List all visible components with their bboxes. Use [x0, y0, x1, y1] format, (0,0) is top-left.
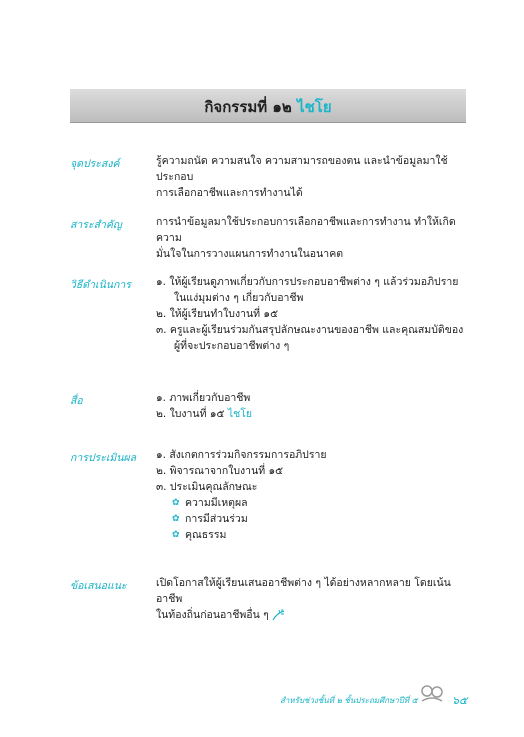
procedure-step-cont: ในแง่มุมต่าง ๆ เกี่ยวกับอาชีพ — [174, 292, 304, 304]
key-concept-line: การนำข้อมูลมาใช้ประกอบการเลือกอาชีพและการทำงาน ทำให้เกิดความ — [156, 216, 456, 244]
label-media: สื่อ — [70, 395, 83, 407]
procedure-step-cont: ผู้ที่จะประกอบอาชีพต่าง ๆ — [174, 340, 290, 352]
procedure-step: ๓. ครูและผู้เรียนร่วมกันสรุปลักษณะงานของอาชีพ และคุณสมบัติของ — [156, 324, 464, 336]
evaluation-bullet — [156, 511, 476, 527]
objectives-line: รู้ความถนัด ความสนใจ ความสามารถของตน และนำข้อมูลมาใช้ประกอบ — [156, 155, 448, 183]
activity-title — [70, 95, 466, 119]
content-key-concept — [156, 214, 476, 262]
evaluation-item: ๓. ประเมินคุณลักษณะ — [156, 481, 258, 493]
evaluation-bullet-text: คุณธรรม — [185, 529, 227, 541]
evaluation-bullet — [156, 527, 476, 543]
footer-figure-icon — [418, 683, 446, 703]
media-item-accent: ไชโย — [227, 408, 253, 420]
objectives-line: การเลือกอาชีพและการทำงานได้ — [156, 187, 303, 199]
procedure-step: ๒. ให้ผู้เรียนทำใบงานที่ ๑๕ — [156, 308, 279, 320]
evaluation-item: ๑. สังเกตการร่วมกิจกรรมการอภิปราย — [156, 449, 327, 461]
activity-title-main: กิจกรรมที่ ๑๒ — [204, 98, 292, 116]
media-item — [156, 406, 476, 422]
activity-title-accent: ไชโย — [297, 98, 332, 116]
media-item: ๑. ภาพเกี่ยวกับอาชีพ — [156, 392, 251, 404]
activity-title-bar — [70, 89, 466, 122]
evaluation-bullet-text: การมีส่วนร่วม — [185, 513, 248, 525]
flower-bullet-icon: ✿ — [172, 498, 180, 508]
flower-bullet-icon: ✿ — [172, 530, 180, 540]
media-item-text: ๒. ใบงานที่ ๑๕ — [156, 408, 225, 420]
label-key-concept: สาระสำคัญ — [70, 219, 122, 231]
page-number: ๖๕ — [452, 694, 468, 707]
sparkle-doodle-icon — [272, 609, 286, 621]
suggestions-line — [156, 607, 476, 623]
label-evaluation: การประเมินผล — [70, 452, 137, 464]
flower-bullet-icon: ✿ — [172, 514, 180, 524]
content-media — [156, 390, 476, 422]
content-suggestions — [156, 575, 476, 623]
procedure-step: ๑. ให้ผู้เรียนดูภาพเกี่ยวกับการประกอบอาชีพต่าง ๆ แล้วร่วมอภิปราย — [156, 276, 459, 288]
evaluation-bullet-text: ความมีเหตุผล — [185, 497, 248, 509]
suggestions-line: เปิดโอกาสให้ผู้เรียนเสนออาชีพต่าง ๆ ได้อย่างหลากหลาย โดยเน้นอาชีพ — [156, 577, 451, 605]
label-objectives: จุดประสงค์ — [70, 158, 120, 170]
label-suggestions: ข้อเสนอแนะ — [70, 580, 127, 592]
content-objectives — [156, 153, 476, 201]
suggestions-line-text: ในท้องถิ่นก่อนอาชีพอื่น ๆ — [156, 609, 269, 621]
evaluation-item: ๒. พิจารณาจากใบงานที่ ๑๕ — [156, 465, 284, 477]
footer-caption: สำหรับช่วงชั้นที่ ๒ ชั้นประถมศึกษาปีที่ ๕ — [280, 696, 418, 705]
content-evaluation — [156, 447, 476, 543]
content-procedure — [156, 274, 476, 354]
label-procedure: วิธีดำเนินการ — [70, 279, 131, 291]
evaluation-bullet — [156, 495, 476, 511]
key-concept-line: มั่นใจในการวางแผนการทำงานในอนาคต — [156, 248, 344, 260]
